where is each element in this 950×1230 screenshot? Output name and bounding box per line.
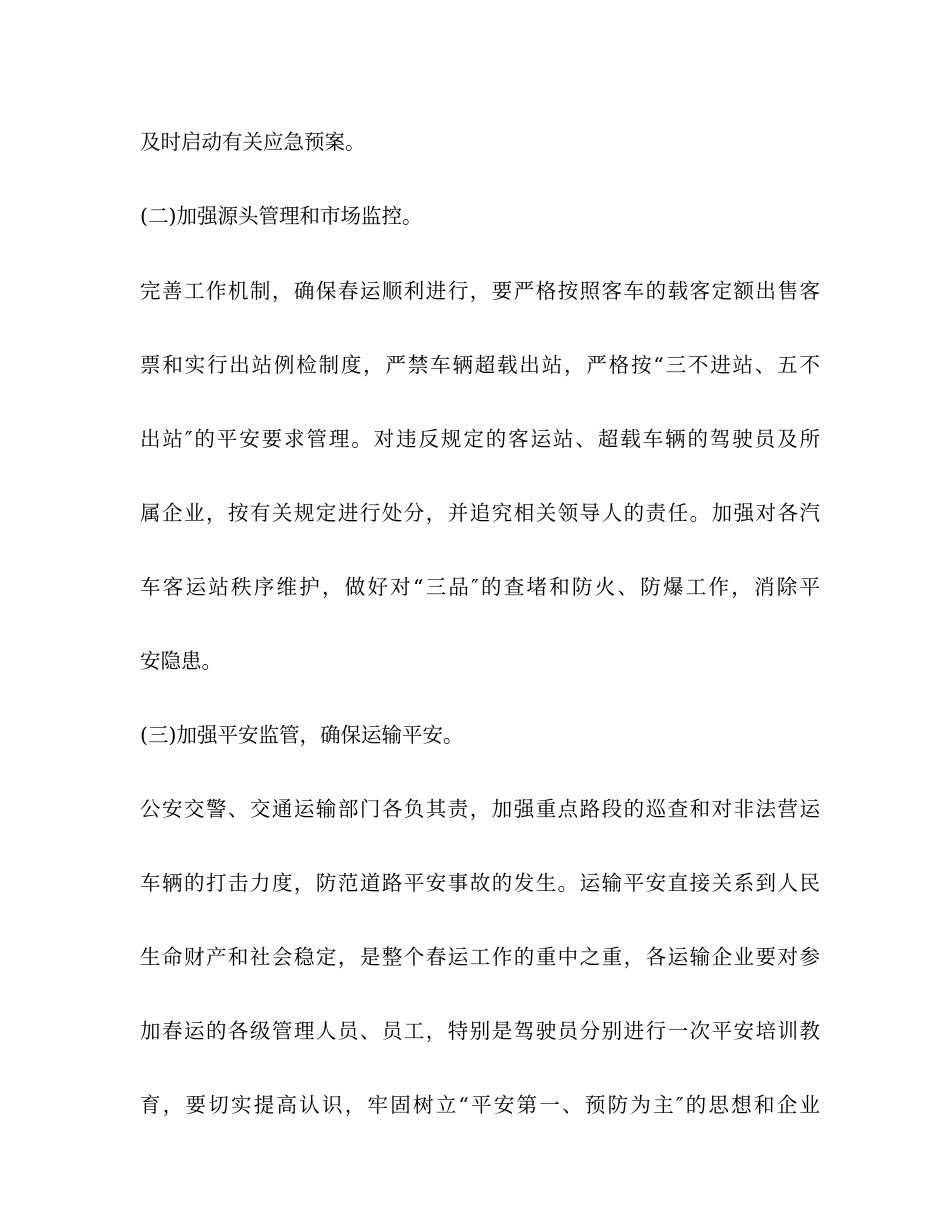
text-line: 完善工作机制，确保春运顺利进行，要严格按照客车的载客定额出售客 xyxy=(140,279,820,303)
section-heading: (三)加强平安监管，确保运输平安。 xyxy=(140,723,464,747)
text-line: 安隐患。 xyxy=(140,649,222,673)
text-line: 公安交警、交通运输部门各负其责，加强重点路段的巡查和对非法营运 xyxy=(140,797,820,821)
text-line: 票和实行出站例检制度，严禁车辆超载出站，严格按“三不进站、五不 xyxy=(140,353,820,377)
text-line: 及时启动有关应急预案。 xyxy=(140,130,366,154)
text-line: 车客运站秩序维护，做好对“三品″的查堵和防火、防爆工作，消除平 xyxy=(140,575,820,599)
text-line: 育，要切实提高认识，牢固树立“平安第一、预防为主″的思想和企业 xyxy=(140,1093,820,1117)
text-line: 加春运的各级管理人员、员工，特别是驾驶员分别进行一次平安培训教 xyxy=(140,1019,820,1043)
text-line: 生命财产和社会稳定，是整个春运工作的重中之重，各运输企业要对参 xyxy=(140,945,820,969)
text-line: 车辆的打击力度，防范道路平安事故的发生。运输平安直接关系到人民 xyxy=(140,871,820,895)
section-heading: (二)加强源头管理和市场监控。 xyxy=(140,204,423,228)
text-line: 出站″的平安要求管理。对违反规定的客运站、超载车辆的驾驶员及所 xyxy=(140,427,820,451)
text-line: 属企业，按有关规定进行处分，并追究相关领导人的责任。加强对各汽 xyxy=(140,501,820,525)
